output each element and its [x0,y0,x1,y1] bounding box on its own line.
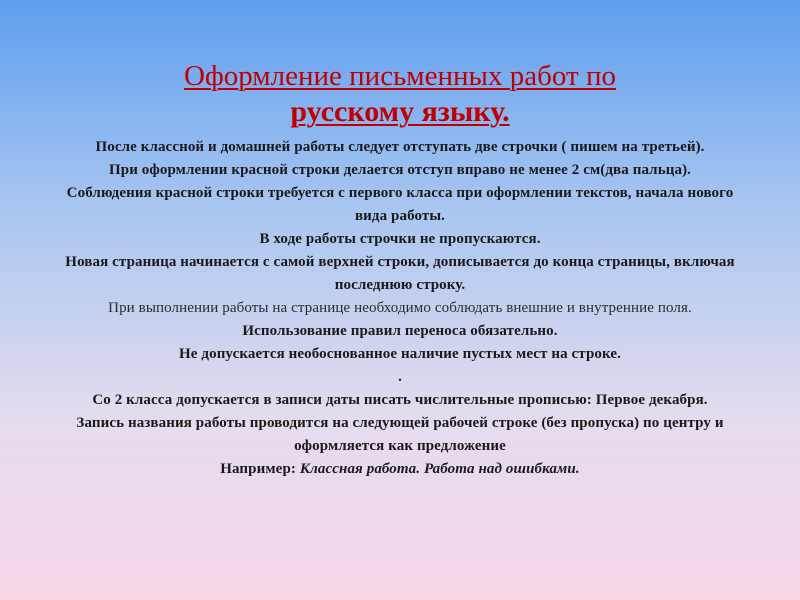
rule-red-line-indent: При оформлении красной строки делается отступ вправо не менее 2 см(два пальца). [108,162,692,178]
rule-red-line-first-grade: Соблюдения красной строки требуется с первого класса при оформлении текстов, начала нового вида работы. [66,185,734,224]
slide-title [60,58,740,130]
title-line-1: Оформление письменных работ по [184,60,616,92]
example-text: Классная работа. Работа над ошибками. [299,461,580,477]
example-line [60,458,740,481]
rule-margins: При выполнении работы на странице необходимо соблюдать внешние и внутренние поля. [108,300,692,316]
slide-content [60,58,740,481]
separator-dot: . [398,369,402,385]
rule-no-skipping: В ходе работы строчки не пропускаются. [259,231,541,247]
rule-hyphenation: Использование правил переноса обязательно. [242,323,558,339]
rule-work-title: Запись названия работы проводится на следующей рабочей строке (без пропуска) по центру и оформляется как предложение [76,415,724,454]
rule-date-writing: Со 2 класса допускается в записи даты писать числительные прописью: Первое декабря. [92,392,708,408]
title-line-2: русскому языку. [290,95,510,128]
example-label: Например: [220,461,300,477]
rule-no-empty-space: Не допускается необоснованное наличие пустых мест на строке. [179,346,621,362]
rule-skip-lines: После классной и домашней работы следует отступать две строчки ( пишем на третьей). [95,139,705,155]
rule-new-page: Новая страница начинается с самой верхней строки, дописывается до конца страницы, включая последнюю строку. [65,254,735,293]
